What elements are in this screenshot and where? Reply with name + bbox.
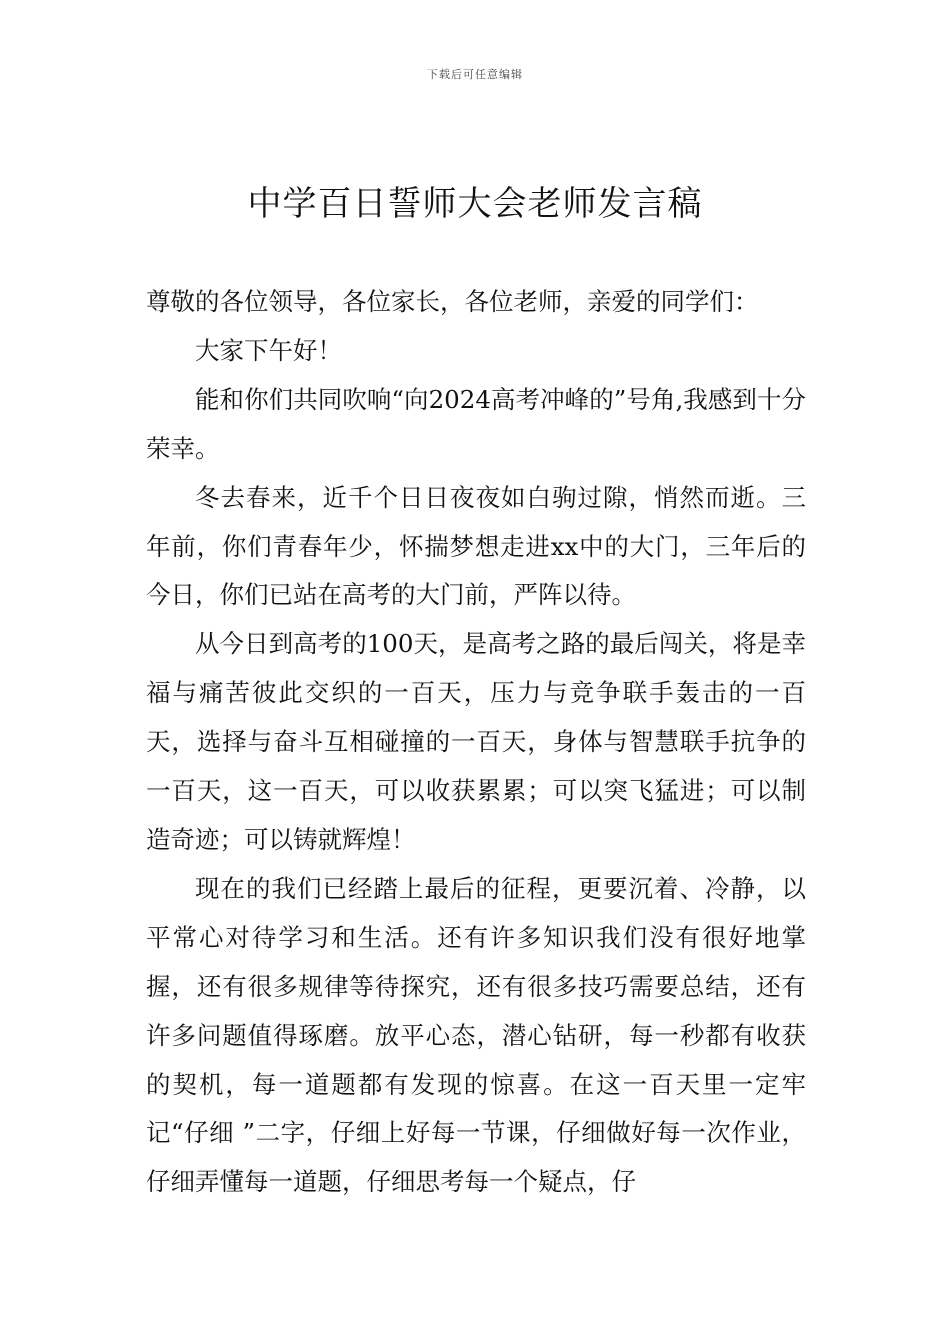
body-paragraph: 冬去春来，近千个日日夜夜如白驹过隙，悄然而逝。三年前，你们青春年少，怀揣梦想走进xx中的大门，三年后的今日，你们已站在高考的大门前，严阵以待。 (146, 482, 806, 610)
document-title: 中学百日誓师大会老师发言稿 (247, 184, 703, 224)
header-note: 下载后可任意编辑 (427, 68, 523, 81)
salutation-paragraph: 尊敬的各位领导，各位家长，各位老师，亲爱的同学们： (146, 287, 759, 316)
document-body (146, 278, 806, 1207)
body-paragraph: 现在的我们已经踏上最后的征程，更要沉着、冷静，以平常心对待学习和生活。还有许多知识我们没有很好地掌握，还有很多规律等待探究，还有很多技巧需要总结，还有许多问题值得琢磨。放平心态，潜心钻研，每一秒都有收获的契机，每一道题都有发现的惊喜。在这一百天里一定牢记“仔细 ”二字，仔细上好每一节课，仔细做好每一次作业，仔细弄懂每一道题，仔细思考每一个疑点，仔 (146, 873, 806, 1197)
greeting-paragraph: 大家下午好！ (195, 335, 342, 365)
body-paragraph: 能和你们共同吹响“向2024高考冲峰的”号角,我感到十分荣幸。 (146, 384, 806, 463)
body-paragraph: 从今日到高考的100天，是高考之路的最后闯关，将是幸福与痛苦彼此交织的一百天，压力与竞争联手轰击的一百天，选择与奋斗互相碰撞的一百天，身体与智慧联手抗争的一百天，这一百天，可以收获累累；可以突飞猛进；可以制造奇迹；可以铸就辉煌！ (146, 629, 806, 854)
